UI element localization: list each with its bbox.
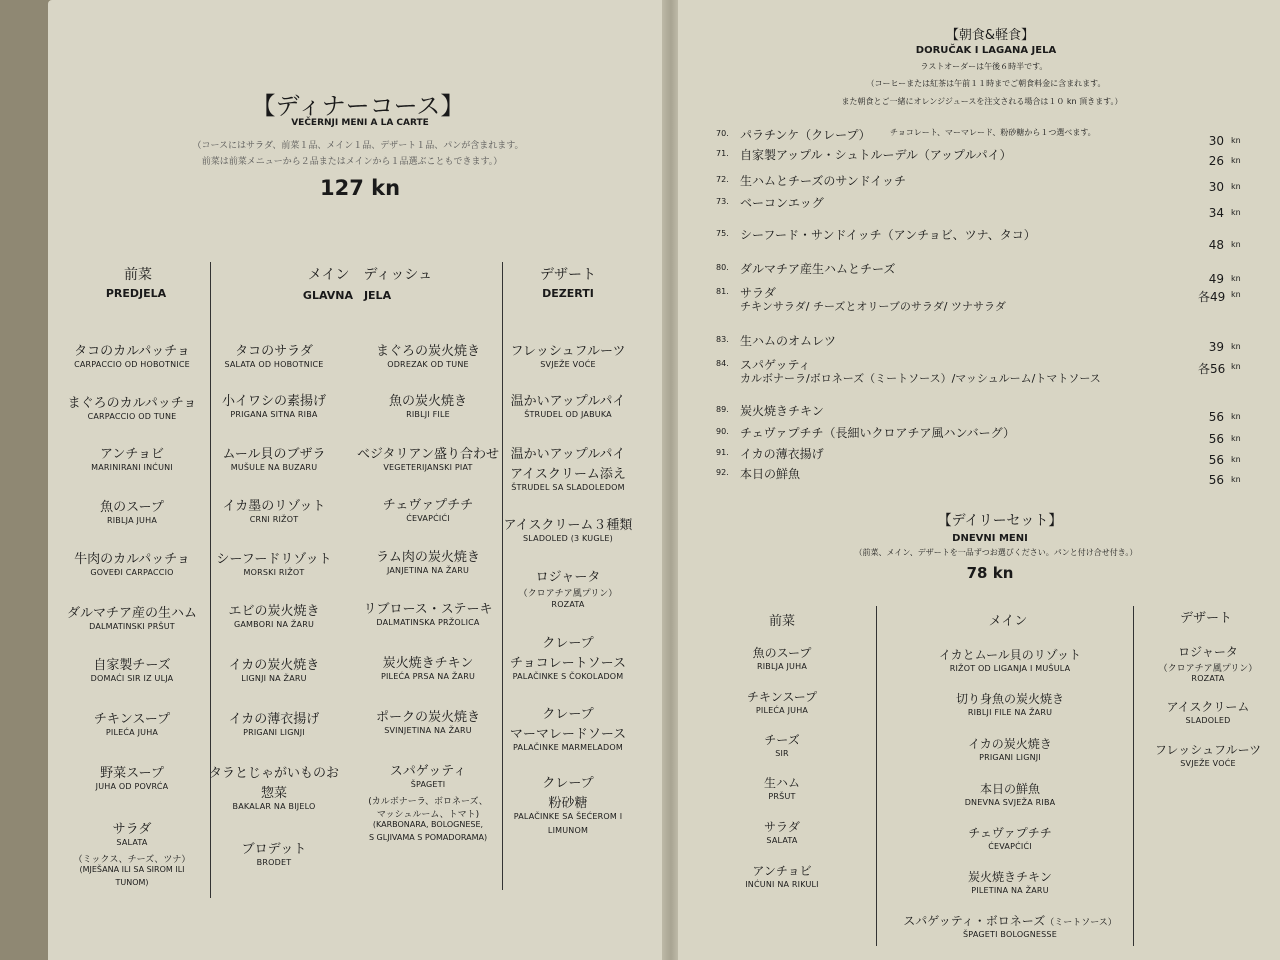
item-name: 炭火焼きチキン: [740, 404, 824, 418]
menu-item-jp: 炭火焼きチキン: [968, 870, 1052, 884]
menu-item-jp: シーフードリゾット: [216, 552, 332, 567]
menu-item-hr: SIR: [775, 749, 789, 758]
menu-item-jp: ロジャータ: [1178, 645, 1238, 659]
daily-note: （前菜、メイン、デザートを一品ずつお選びください。パンと付け合せ付き。）: [854, 548, 1138, 557]
menu-item-hr: ŠPAGETI BOLOGNESSE: [963, 930, 1057, 939]
menu-item-note: S GLJIVAMA S POMADORAMA): [368, 833, 488, 842]
menu-item-jp-sub: チョコレートソース: [510, 656, 626, 671]
menu-item-jp: チーズ: [764, 733, 800, 747]
menu-item-jp: クレープ: [542, 776, 594, 791]
menu-item-note: (カルボナーラ、ボロネーズ、: [368, 797, 488, 807]
menu-item-hr: ROZATA: [1191, 674, 1225, 683]
dinner-subtitle: VEČERNJI MENI A LA CARTE: [291, 118, 429, 128]
menu-item-jp: ダルマチア産の生ハム: [66, 606, 198, 621]
menu-item-jp: アンチョビ: [99, 447, 165, 462]
menu-item-jp: イカの薄衣揚げ: [228, 712, 320, 727]
item-price: 各49: [1198, 290, 1226, 304]
dinner-col-mains-hr: GLAVNA JELA: [302, 289, 392, 302]
item-price: 30: [1208, 134, 1224, 148]
item-number: 71.: [716, 149, 729, 158]
menu-item-jp: 小イワシの素揚げ: [221, 394, 327, 409]
menu-item-jp: ラム肉の炭火焼き: [376, 550, 480, 565]
dinner-col-starters-jp: 前菜: [124, 267, 152, 283]
item-price: 56: [1208, 453, 1224, 467]
item-name: 生ハムのオムレツ: [740, 334, 837, 348]
menu-item-jp: クレープ: [542, 707, 594, 722]
daily-divider-1: [876, 606, 877, 946]
menu-item-jp: アンチョビ: [752, 864, 812, 878]
menu-item-jp: イカの炭火焼き: [968, 737, 1052, 751]
menu-item-hr: PALAČINKE MARMELADOM: [513, 743, 623, 752]
menu-item-hr: PRIGANI LIGNJI: [979, 753, 1041, 762]
daily-col-desserts: デザート: [1179, 611, 1233, 626]
menu-item-hr: RIBLJI FILE: [406, 410, 450, 419]
menu-item-hr: DOMAĆI SIR IZ ULJA: [90, 674, 174, 683]
menu-item-hr: CARPACCIO OD HOBOTNICE: [74, 360, 190, 369]
menu-item-jp: 切り身魚の炭火焼き: [955, 692, 1065, 706]
dinner-divider-2: [502, 262, 503, 890]
menu-item-jp-main: スパゲッティ・ボロネーズ: [903, 914, 1046, 928]
daily-subtitle: DNEVNI MENI: [952, 533, 1028, 544]
item-price-unit: kn: [1231, 342, 1241, 351]
item-name: スパゲッティ: [740, 358, 811, 372]
item-name: 生ハムとチーズのサンドイッチ: [740, 174, 906, 188]
menu-item-hr: ŠPAGETI: [410, 780, 446, 789]
item-price-unit: kn: [1231, 455, 1241, 464]
menu-item-hr: BAKALAR NA BIJELO: [232, 802, 316, 811]
menu-item-hr: RIBLJA JUHA: [106, 516, 158, 525]
daily-col-starters: 前菜: [768, 614, 796, 629]
item-price-unit: kn: [1231, 182, 1241, 191]
menu-item-hr: PILEĆA PRSA NA ŽARU: [380, 672, 476, 681]
menu-item-jp: タコのカルパッチョ: [74, 344, 190, 359]
item-price: 各56: [1198, 362, 1226, 376]
dinner-price: 127 kn: [319, 176, 401, 200]
menu-item-hr: VEGETERIJANSKI PIAT: [383, 463, 473, 472]
dinner-col-desserts-hr: DEZERTI: [542, 287, 594, 300]
item-price-unit: kn: [1231, 475, 1241, 484]
item-price-unit: kn: [1231, 136, 1241, 145]
item-price-unit: kn: [1231, 274, 1241, 283]
menu-item-hr: ŠTRUDEL OD JABUKA: [524, 410, 612, 419]
item-name: サラダ: [740, 286, 776, 300]
item-price: 26: [1208, 154, 1224, 168]
menu-item-hr: MUŠULE NA BUZARU: [230, 463, 318, 472]
item-price: 39: [1208, 340, 1224, 354]
menu-item-hr: SALATA: [116, 838, 148, 847]
menu-item-jp: ベジタリアン盛り合わせ: [357, 447, 499, 462]
menu-item-hr: CRNI RIŽOT: [249, 515, 299, 524]
menu-item-jp-note: （ミートソース）: [1045, 918, 1117, 928]
menu-item-jp: イカの炭火焼き: [228, 658, 320, 673]
menu-item-hr: SVJEŽE VOĆE: [1180, 759, 1236, 768]
dinner-col-mains-jp: メイン ディッシュ: [307, 267, 433, 283]
item-number: 70.: [716, 129, 729, 138]
menu-item-jp-sub: 惣菜: [260, 786, 288, 801]
menu-item-hr: RIBLJA JUHA: [756, 662, 808, 671]
menu-item-hr: GOVEĐI CARPACCIO: [90, 568, 174, 577]
menu-item-hr: DNEVNA SVJEŽA RIBA: [964, 798, 1056, 807]
item-name: ベーコンエッグ: [740, 196, 824, 210]
menu-item-hr: SLADOLED (3 KUGLE): [523, 534, 613, 543]
daily-col-mains: メイン: [988, 614, 1028, 629]
item-price-unit: kn: [1231, 434, 1241, 443]
menu-item-jp: チェヴァプチチ: [382, 498, 474, 513]
item-number: 72.: [716, 175, 729, 184]
menu-item-jp: チキンスープ: [93, 712, 171, 727]
menu-item-jp-sub: アイスクリーム添え: [510, 467, 626, 482]
menu-item-hr: SLADOLED: [1185, 716, 1231, 725]
menu-item-jp: チキンスープ: [746, 690, 818, 704]
menu-item-jp: まぐろの炭火焼き: [375, 344, 481, 359]
breakfast-subtitle: DORUČAK I LAGANA JELA: [915, 45, 1057, 56]
menu-item-jp: 炭火焼きチキン: [382, 656, 474, 671]
menu-item-hr: SALATA OD HOBOTNICE: [224, 360, 324, 369]
menu-item-jp-sub: 粉砂糖: [548, 796, 588, 811]
menu-item-jp: 温かいアップルパイ: [510, 447, 626, 462]
menu-item-hr: PRŠUT: [768, 792, 796, 801]
menu-item-hr: ĆEVAPĆIĆI: [988, 842, 1032, 851]
menu-item-jp: ブロデット: [241, 842, 307, 857]
item-price-unit: kn: [1231, 290, 1241, 299]
menu-item-jp: 魚のスープ: [752, 646, 812, 660]
menu-item-hr-sub: LIMUNOM: [547, 826, 589, 835]
item-number: 92.: [716, 468, 729, 477]
breakfast-note-2: （コーヒーまたは紅茶は午前１１時までご朝食料金に含まれます。: [866, 79, 1106, 88]
menu-item-jp: イカ墨のリゾット: [222, 499, 326, 514]
menu-item-hr: PILETINA NA ŽARU: [971, 886, 1049, 895]
menu-item-hr: CARPACCIO OD TUNE: [87, 412, 177, 421]
item-name: シーフード・サンドイッチ（アンチョビ、ツナ、タコ）: [740, 228, 1036, 242]
menu-item-hr: ODREZAK OD TUNE: [387, 360, 469, 369]
item-price-unit: kn: [1231, 412, 1241, 421]
item-name: イカの薄衣揚げ: [740, 447, 824, 461]
menu-item-hr: ĆEVAPĆIĆI: [406, 514, 450, 523]
menu-item-jp: ロジャータ: [535, 570, 601, 585]
menu-item-jp: 本日の鮮魚: [979, 782, 1041, 796]
menu-item-jp: ムール貝のブザラ: [222, 447, 326, 462]
menu-item-jp: エビの炭火焼き: [228, 604, 320, 619]
menu-item-hr: GAMBORI NA ŽARU: [233, 620, 315, 629]
dinner-note-1: （コースにはサラダ、前菜１品、メイン１品、デザート１品、パンが含まれます。: [192, 141, 524, 151]
item-name-sub: チキンサラダ/ チーズとオリーブのサラダ/ ツナサラダ: [740, 300, 1006, 313]
menu-item-jp-sub: （クロアチア風プリン）: [1158, 664, 1258, 674]
item-number: 83.: [716, 335, 729, 344]
menu-item-note: (KARBONARA, BOLOGNESE,: [372, 820, 484, 829]
menu-item-hr: INĆUNI NA RIKULI: [745, 880, 819, 889]
item-price: 48: [1208, 238, 1224, 252]
dinner-title: 【ディナーコース】: [251, 92, 465, 120]
item-price: 56: [1208, 432, 1224, 446]
item-name: ダルマチア産生ハムとチーズ: [740, 262, 896, 276]
menu-item-hr: PRIGANA SITNA RIBA: [230, 410, 318, 419]
item-number: 75.: [716, 229, 729, 238]
menu-item-jp: 温かいアップルパイ: [510, 394, 626, 409]
menu-item-jp: フレッシュフルーツ: [1154, 743, 1262, 757]
menu-item-jp: クレープ: [542, 636, 594, 651]
item-number: 90.: [716, 427, 729, 436]
dinner-note-2: 前菜は前菜メニューから２品またはメインから１品選ぶこともできます。）: [201, 157, 503, 167]
item-name: 自家製アップル・シュトルーデル（アップルパイ）: [740, 148, 1012, 162]
menu-item-jp: 牛肉のカルパッチョ: [74, 552, 190, 567]
item-price: 56: [1208, 473, 1224, 487]
menu-item-note: TUNOM): [115, 878, 149, 887]
menu-item-jp: アイスクリーム: [1166, 700, 1250, 714]
menu-item-jp: まぐろのカルパッチョ: [67, 396, 197, 411]
menu-item-jp: 生ハム: [763, 776, 801, 790]
menu-item-hr: RIBLJI FILE NA ŽARU: [967, 708, 1053, 717]
menu-item-hr: PILEĆA JUHA: [105, 728, 159, 737]
menu-item-hr: PALAČINKE S ČOKOLADOM: [512, 672, 624, 681]
menu-item-jp: 自家製チーズ: [93, 658, 171, 673]
item-name-sub: カルボナーラ/ボロネーズ（ミートソース）/マッシュルーム/トマトソース: [740, 372, 1101, 385]
breakfast-title: 【朝食&軽食】: [945, 28, 1035, 43]
item-number: 84.: [716, 359, 729, 368]
daily-price: 78 kn: [966, 564, 1014, 582]
menu-item-hr: ŠTRUDEL SA SLADOLEDOM: [511, 483, 625, 492]
menu-item-note: (MJEŠANA ILI SA SIROM ILI: [79, 865, 185, 874]
item-price-unit: kn: [1231, 156, 1241, 165]
item-number: 73.: [716, 197, 729, 206]
item-price: 49: [1208, 272, 1224, 286]
menu-item-jp: リブロース・ステーキ: [363, 602, 493, 617]
item-price-unit: kn: [1231, 208, 1241, 217]
menu-item-jp: タコのサラダ: [235, 344, 313, 359]
menu-item-jp: スパゲッティ: [389, 764, 467, 779]
item-price: 34: [1208, 206, 1224, 220]
menu-item-hr: DALMATINSKA PRŽOLICA: [376, 618, 480, 627]
menu-item-hr: DALMATINSKI PRŠUT: [89, 622, 175, 631]
menu-item-jp: フレッシュフルーツ: [510, 344, 626, 359]
menu-item-note: マッシュルーム、トマト): [376, 810, 480, 820]
breakfast-note-1: ラストオーダーは午後６時半です。: [920, 62, 1048, 71]
menu-item-jp: 魚のスープ: [100, 500, 164, 515]
menu-item-hr: SVJEŽE VOĆE: [540, 360, 596, 369]
menu-item-hr: ROZATA: [551, 600, 585, 609]
menu-item-hr: BRODET: [256, 858, 292, 867]
item-number: 89.: [716, 405, 729, 414]
item-name: 本日の鮮魚: [740, 467, 801, 481]
item-price: 56: [1208, 410, 1224, 424]
menu-item-hr: PILEĆA JUHA: [755, 706, 809, 715]
item-name: パラチンケ（クレープ）: [740, 128, 871, 142]
menu-item-jp: サラダ: [764, 820, 800, 834]
item-price-unit: kn: [1231, 362, 1241, 371]
menu-item-hr: PALAČINKE SA ŠEĆEROM I: [513, 812, 623, 821]
menu-item-hr: JUHA OD POVRĆA: [95, 782, 169, 791]
menu-item-hr: SVINJETINA NA ŽARU: [384, 726, 472, 735]
item-number: 91.: [716, 448, 729, 457]
menu-item-hr: JANJETINA NA ŽARU: [386, 566, 470, 575]
daily-title: 【デイリーセット】: [937, 513, 1063, 529]
dinner-col-starters-hr: PREDJELA: [105, 287, 167, 300]
item-price: 30: [1208, 180, 1224, 194]
dinner-divider-1: [210, 262, 211, 898]
menu-item-jp: ポークの炭火焼き: [375, 710, 481, 725]
item-number: 81.: [716, 287, 729, 296]
breakfast-note-3: また朝食とご一緒にオレンジジュースを注文される場合は１０ kn 頂きます。）: [841, 97, 1123, 106]
item-price-unit: kn: [1231, 240, 1241, 249]
menu-item-jp: 魚の炭火焼き: [388, 394, 468, 409]
menu-item-jp: イカとムール貝のリゾット: [938, 648, 1082, 662]
menu-item-hr: RIŽOT OD LIGANJA I MUŠULA: [949, 664, 1071, 673]
menu-item-hr: MORSKI RIŽOT: [243, 568, 305, 577]
dinner-col-desserts-jp: デザート: [540, 267, 596, 283]
menu-item-jp: アイスクリーム３種類: [503, 518, 633, 533]
menu-item-jp-sub: マーマレードソース: [509, 727, 627, 742]
menu-item-hr: LIGNJI NA ŽARU: [241, 674, 307, 683]
menu-item-jp-sub: （クロアチア風プリン）: [518, 589, 618, 599]
menu-item-note: （ミックス、チーズ、ツナ）: [73, 855, 191, 865]
menu-item-hr: SALATA: [766, 836, 798, 845]
menu-item-hr: PRIGANI LIGNJI: [243, 728, 305, 737]
menu-item-jp: [903, 912, 1117, 929]
daily-divider-2: [1133, 606, 1134, 946]
menu-item-jp: 野菜スープ: [100, 766, 164, 781]
item-extra: チョコレート、マーマレード、粉砂糖から１つ選べます。: [890, 128, 1096, 137]
menu-item-jp: サラダ: [112, 822, 152, 837]
item-name: チェヴァプチチ（長細いクロアチア風ハンバーグ）: [740, 426, 1016, 440]
menu-item-jp: タラとじゃがいものお: [208, 766, 340, 781]
item-number: 80.: [716, 263, 729, 272]
menu-item-hr: MARINIRANI INĆUNI: [91, 463, 173, 472]
menu-item-jp: チェヴァプチチ: [968, 826, 1052, 840]
